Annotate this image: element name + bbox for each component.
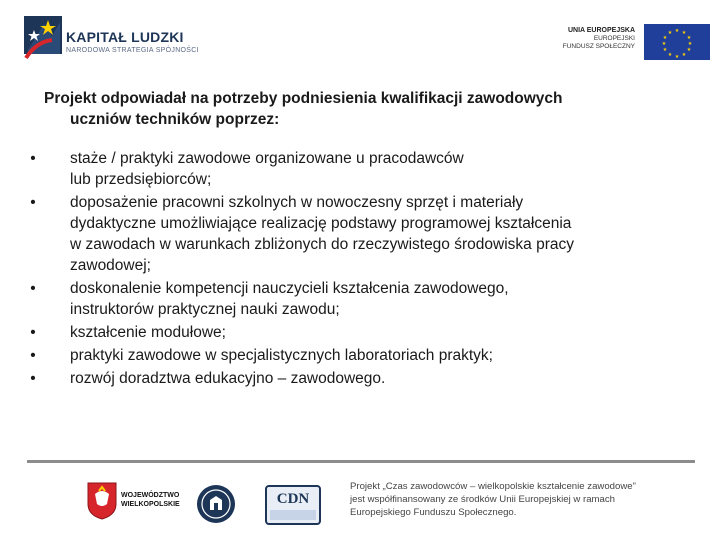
footer-divider: [27, 460, 695, 463]
svg-text:★: ★: [662, 47, 668, 53]
bullet-text: doposażenie pracowni szkolnych w nowoczesny sprzęt i materiały: [70, 194, 524, 211]
eu-fund-line1: EUROPEJSKI: [593, 35, 635, 42]
eu-title: UNIA EUROPEJSKA: [567, 27, 635, 34]
svg-text:★: ★: [674, 28, 680, 34]
bullet-item: [26, 148, 686, 190]
intro-paragraph: [44, 88, 684, 130]
wielkopolska-line2: WIELKOPOLSKIE: [121, 501, 180, 508]
svg-text:★: ★: [686, 47, 692, 53]
bullet-text: kształcenie modułowe;: [70, 324, 226, 341]
svg-text:★: ★: [661, 41, 667, 47]
svg-text:★: ★: [681, 30, 687, 36]
project-funding-note: [350, 480, 695, 519]
eu-fund-line2: FUNDUSZ SPOŁECZNY: [562, 43, 635, 50]
kapital-ludzki-title: KAPITAŁ LUDZKI: [66, 29, 184, 45]
bullet-text: lub przedsiębiorców;: [70, 171, 212, 188]
svg-text:★: ★: [674, 54, 680, 60]
project-note-line3: Europejskiego Funduszu Społecznego.: [350, 507, 517, 518]
bullet-text: w zawodach w warunkach zbliżonych do rzeczywistego środowiska pracy: [70, 236, 574, 253]
cdn-logo-label: CDN: [276, 491, 310, 507]
wielkopolska-label: [121, 491, 180, 509]
bullet-text: zawodowej;: [70, 257, 151, 274]
svg-text:★: ★: [667, 52, 673, 58]
svg-text:★: ★: [667, 30, 673, 36]
eu-text-block: [563, 27, 635, 51]
bullet-icon: •: [30, 370, 36, 387]
bullet-item: [26, 368, 686, 389]
project-note-line1: Projekt „Czas zawodowców – wielkopolskie kształcenie zawodowe”: [350, 481, 636, 492]
svg-text:★: ★: [681, 52, 687, 58]
bullet-item: [26, 192, 686, 276]
svg-text:★: ★: [686, 35, 692, 41]
bullet-icon: •: [30, 324, 36, 341]
eu-flag-icon: [644, 24, 710, 60]
bullet-item: [26, 345, 686, 366]
intro-line1: Projekt odpowiadał na potrzeby podniesienia kwalifikacji zawodowych: [44, 90, 563, 107]
wielkopolska-crest-icon: [87, 482, 117, 520]
bullet-text: doskonalenie kompetencji nauczycieli kształcenia zawodowego,: [70, 280, 509, 297]
wielkopolska-line1: WOJEWÓDZTWO: [121, 492, 180, 499]
bullet-text: staże / praktyki zawodowe organizowane u pracodawców: [70, 150, 464, 167]
bullet-item: [26, 322, 686, 343]
bullet-item: [26, 278, 686, 320]
svg-text:★: ★: [662, 35, 668, 41]
bullet-list: [26, 148, 686, 391]
bullet-icon: •: [30, 150, 36, 167]
bullet-icon: •: [30, 194, 36, 211]
bullet-text: dydaktyczne umożliwiające realizację podstawy programowej kształcenia: [70, 215, 572, 232]
svg-text:★: ★: [687, 41, 693, 47]
bullet-icon: •: [30, 280, 36, 297]
bullet-icon: •: [30, 347, 36, 364]
bullet-text: praktyki zawodowe w specjalistycznych laboratoriach praktyk;: [70, 347, 493, 364]
institution-seal-icon: [196, 484, 236, 524]
kapital-ludzki-subtitle: NARODOWA STRATEGIA SPÓJNOŚCI: [66, 47, 199, 54]
bullet-text: rozwój doradztwa edukacyjno – zawodowego.: [70, 370, 386, 387]
project-note-line2: jest współfinansowany ze środków Unii Europejskiej w ramach: [350, 494, 616, 505]
bullet-text: instruktorów praktycznej nauki zawodu;: [70, 301, 340, 318]
intro-line2: uczniów techników poprzez:: [70, 111, 280, 128]
